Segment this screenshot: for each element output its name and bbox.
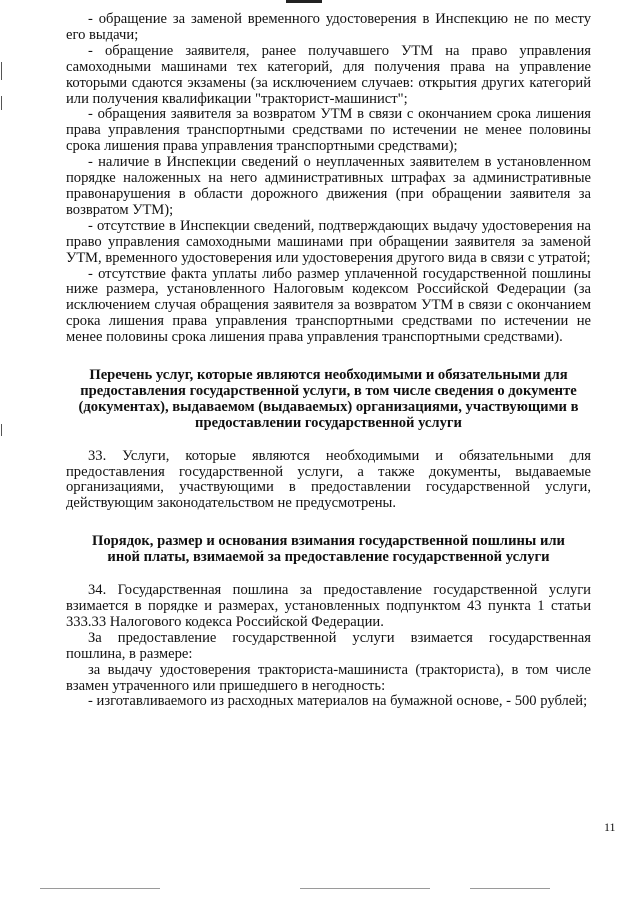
paragraph-34-paper: - изготавливаемого из расходных материалов на бумажной основе, - 500 рублей; bbox=[88, 693, 588, 710]
document-body bbox=[66, 12, 591, 710]
list-item: - наличие в Инспекции сведений о неуплаченных заявителем в установленном порядке наложенных на него административных штрафах за административные правонарушения в области дорожного движения (при обращении заявителя за возвратом УТМ); bbox=[66, 154, 591, 218]
page-number: 11 bbox=[604, 820, 616, 834]
top-edge-mark bbox=[286, 0, 322, 3]
list-item: - отсутствие в Инспекции сведений, подтверждающих выдачу удостоверения на право управления самоходными машинами при обращении заявителя за заменой УТМ, временного удостоверения или удостоверения другого вида в связи с утратой; bbox=[66, 217, 591, 266]
paragraph-33: 33. Услуги, которые являются необходимыми и обязательными для предоставления государственной услуги, а также документы, выдаваемые организациями, участвующими в предоставлении государственной услуги, действующим законодательством не предусмотрены. bbox=[66, 447, 591, 512]
margin-mark bbox=[1, 62, 2, 80]
margin-mark bbox=[1, 424, 2, 436]
scan-artifact bbox=[40, 888, 160, 889]
section-heading-services: Перечень услуг, которые являются необходимыми и обязательными для предоставления государственной услуги, в том числе сведения о документе (документах), выдаваемом (выдаваемых) организациями, участвующими в предоставлении государственной услуги bbox=[78, 367, 579, 431]
scan-artifact bbox=[470, 888, 550, 889]
scan-artifact bbox=[300, 888, 430, 889]
list-item: - обращения заявителя за возвратом УТМ в связи с окончанием срока лишения права управления транспортными средствами по истечении не менее половины срока лишения права управления транспортными средствами); bbox=[66, 106, 591, 155]
paragraph-34-issue: за выдачу удостоверения тракториста-машиниста (тракториста), в том числе взамен утраченного или пришедшего в негодность: bbox=[66, 661, 591, 694]
margin-mark bbox=[1, 96, 2, 110]
list-item: - отсутствие факта уплаты либо размер уплаченной государственной пошлины ниже размера, установленного Налоговым кодексом Российской Федерации (за исключением случая обращения заявителя за возвратом УТМ в связи с окончанием срока лишения права управления транспортными средствами по истечении не менее половины срока лишения права управления транспортными средствами). bbox=[66, 265, 591, 346]
paragraph-34-fee-intro: За предоставление государственной услуги взимается государственная пошлина, в размере: bbox=[66, 629, 591, 662]
section-heading-fee: Порядок, размер и основания взимания государственной пошлины или иной платы, взимаемой за предоставление государственной услуги bbox=[92, 533, 565, 566]
list-item: - обращение за заменой временного удостоверения в Инспекцию не по месту его выдачи; bbox=[66, 11, 591, 43]
paragraph-34: 34. Государственная пошлина за предоставление государственной услуги взимается в порядке и размерах, установленных подпунктом 43 пункта 1 статьи 333.33 Налогового кодекса Российской Федерации. bbox=[66, 582, 591, 630]
list-item: - обращение заявителя, ранее получавшего УТМ на право управления самоходными машинами тех категорий, для получения права на управление которыми сдаются экзамены (за исключением случаев: открытия других категорий или получения квалификации "тракторист-машинист"; bbox=[66, 42, 591, 107]
